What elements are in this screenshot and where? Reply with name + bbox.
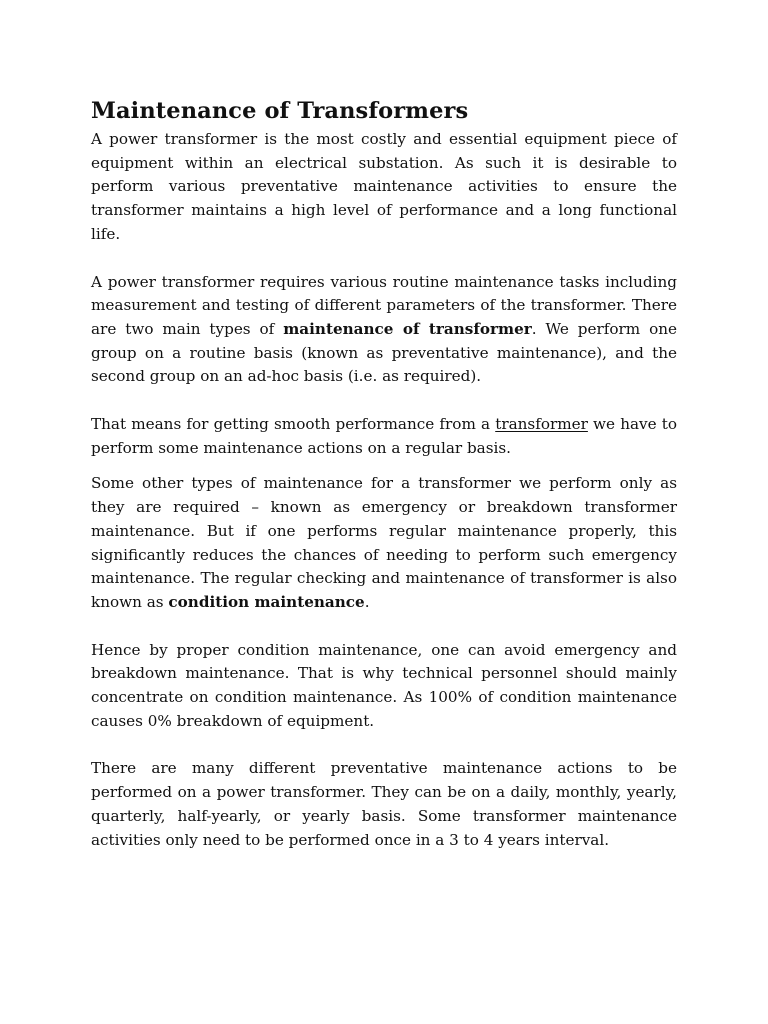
paragraph-condition-maintenance: Hence by proper condition maintenance, one can avoid emergency and breakdown maintenance. That is why technical personnel should mainly concentrate on condition maintenance. As 100% of condition maintenance causes 0% breakdown of equipment. bbox=[91, 640, 677, 730]
paragraph-smooth-performance bbox=[91, 413, 677, 460]
paragraph-text: A power transformer requires various routine maintenance tasks including measurement and testing of different parameters of the transformer. There are two main types of bbox=[91, 272, 677, 338]
paragraph-text: we have to perform some maintenance actions on a regular basis. bbox=[91, 415, 677, 457]
paragraph-text: . We perform one group on a routine basis (known as preventative maintenance), and the second group on an ad-hoc basis (i.e. as required). bbox=[91, 319, 677, 386]
paragraph-spacer bbox=[91, 733, 677, 757]
paragraph-text: Some other types of maintenance for a transformer we perform only as they are required – known as emergency or breakdown transformer maintenance. But if one performs regular maintenance properly, this significantly reduces the chances of needing to perform such emergency maintenance. The regular checking and maintenance of transformer is also known as bbox=[91, 474, 677, 611]
paragraph-spacer bbox=[91, 247, 677, 271]
paragraph-emergency-maintenance bbox=[91, 472, 677, 614]
paragraph-spacer bbox=[91, 389, 677, 413]
transformer-link[interactable]: transformer bbox=[495, 415, 588, 434]
paragraph-text: . bbox=[364, 592, 370, 611]
paragraph-spacer bbox=[91, 615, 677, 639]
paragraph-text: That means for getting smooth performance from a bbox=[91, 415, 496, 434]
bold-term-condition-maintenance: condition maintenance bbox=[168, 592, 365, 611]
paragraph-maintenance-types bbox=[91, 271, 677, 390]
page-title: Maintenance of Transformers bbox=[91, 98, 469, 124]
paragraph-preventative-actions: There are many different preventative maintenance actions to be performed on a power transformer. They can be on a daily, monthly, yearly, quarterly, half-yearly, or yearly basis. Some transformer maintenance activities only need to be performed once in a 3 to 4 years interval. bbox=[91, 759, 677, 849]
paragraph-intro: A power transformer is the most costly and essential equipment piece of equipment within an electrical substation. As such it is desirable to perform various preventative maintenance activities to ensure the transformer maintains a high level of performance and a long functional life. bbox=[91, 130, 677, 243]
paragraph-spacer bbox=[91, 460, 677, 472]
document-body bbox=[91, 96, 677, 852]
bold-term-maintenance-of-transformer: maintenance of transformer bbox=[283, 319, 532, 338]
